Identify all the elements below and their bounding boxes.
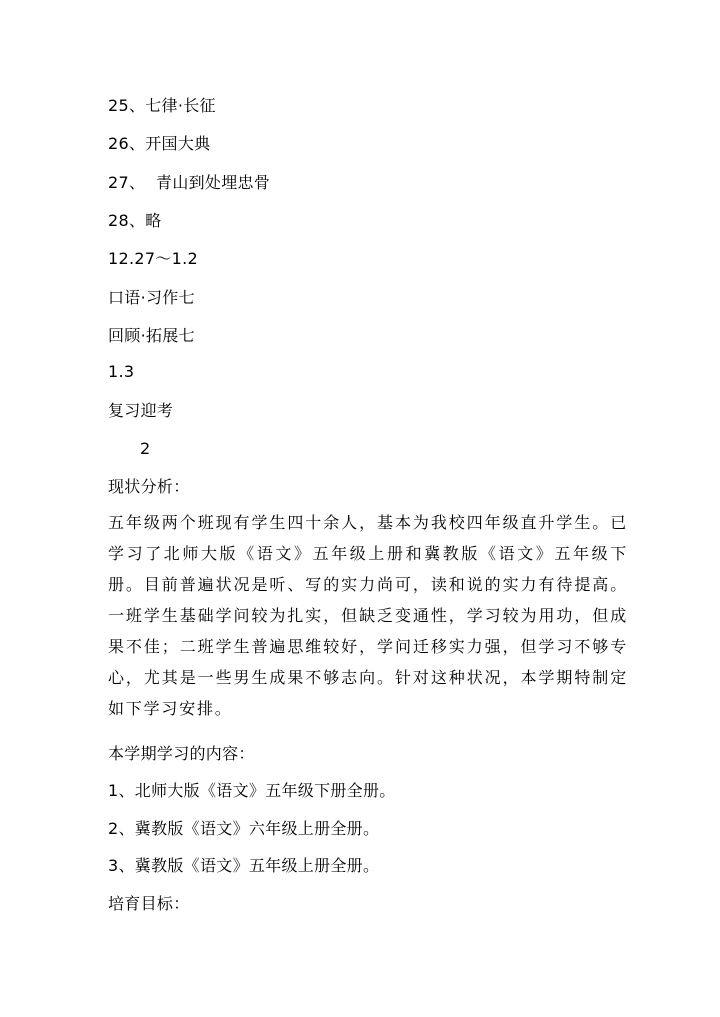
content-item-2: 2、冀教版《语文》六年级上册全册。	[108, 819, 380, 838]
week-count: 2	[140, 439, 151, 458]
oral-writing-item: 口语·习作七	[108, 288, 195, 307]
content-heading: 本学期学习的内容：	[108, 744, 255, 763]
lesson-line-28: 28、略	[108, 211, 162, 230]
lesson-line-26: 26、开国大典	[108, 134, 211, 153]
goal-heading: 培育目标：	[108, 894, 190, 913]
review-exam-item: 复习迎考	[108, 401, 174, 420]
date-range: 12.27～1.2	[108, 249, 198, 268]
review-item: 回顾·拓展七	[108, 326, 195, 345]
lesson-line-27: 27、 青山到处埋忠骨	[108, 173, 271, 192]
date-single: 1.3	[108, 362, 135, 381]
lesson-line-25: 25、七律·长征	[108, 96, 216, 115]
situation-analysis-paragraph: 五年级两个班现有学生四十余人，基本为我校四年级直升学生。已学习了北师大版《语文》五年级上册和冀教版《语文》五年级下册。目前普遍状况是听、写的实力尚可，读和说的实力有待提高。一班学生基础学问较为扎实，但缺乏变通性，学习较为用功，但成果不佳；二班学生普遍思维较好，学问迁移实力强，但学习不够专心，尤其是一些男生成果不够志向。针对这种状况，本学期特制定如下学习安排。	[108, 513, 628, 718]
situation-analysis-heading: 现状分析：	[108, 477, 190, 496]
content-item-3: 3、冀教版《语文》五年级上册全册。	[108, 856, 380, 875]
content-item-1: 1、北师大版《语文》五年级下册全册。	[108, 781, 396, 800]
